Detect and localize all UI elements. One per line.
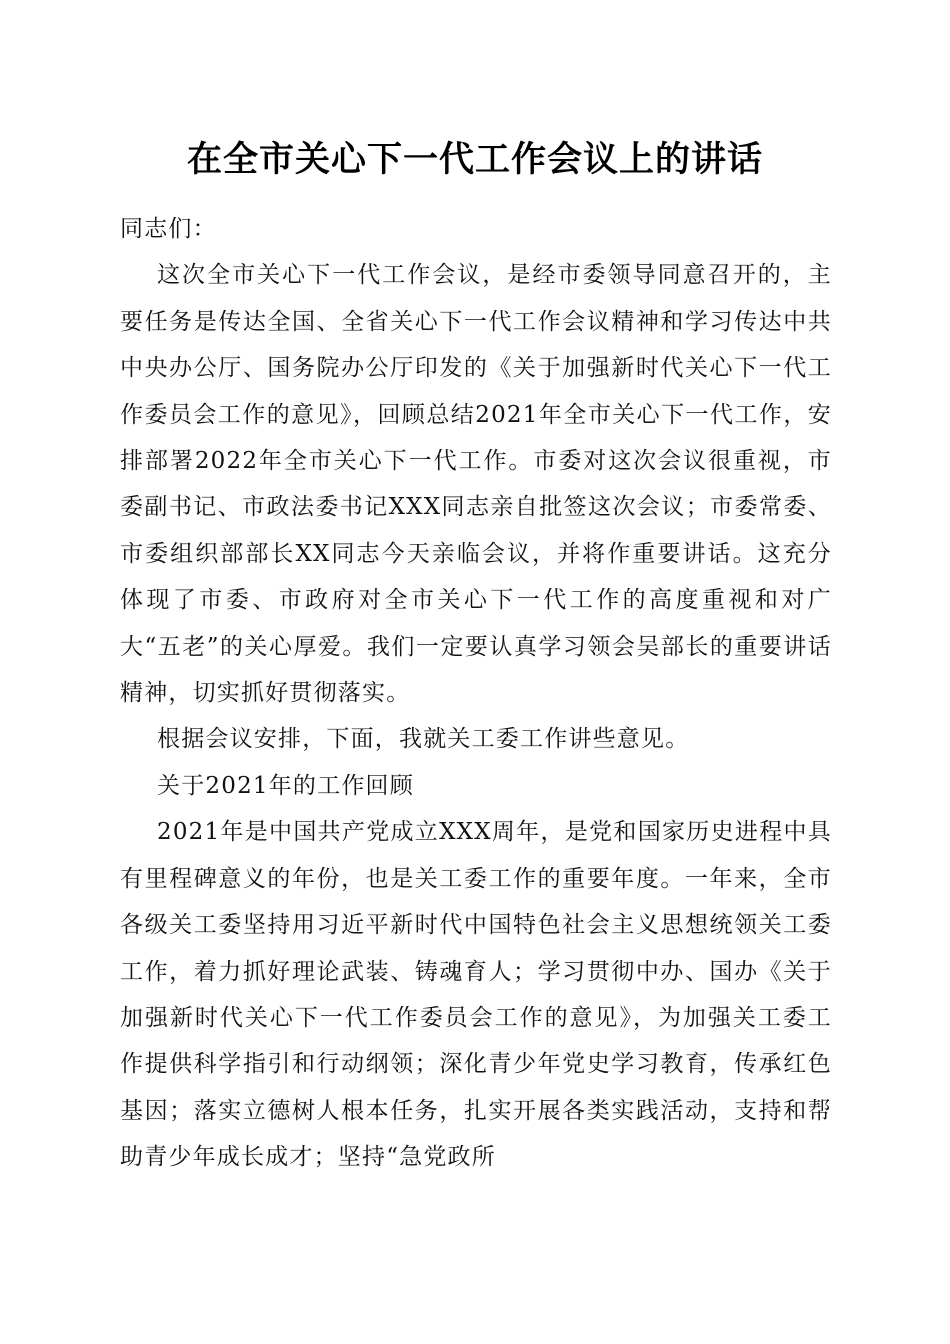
paragraph-intro: 这次全市关心下一代工作会议，是经市委领导同意召开的，主要任务是传达全国、全省关心下一代工作会议精神和学习传达中共中央办公厅、国务院办公厅印发的《关于加强新时代关心下一代工作委员会工作的意见》，回顾总结2021年全市关心下一代工作，安排部署2022年全市关心下一代工作。市委对这次会议很重视，市委副书记、市政法委书记XXX同志亲自批签这次会议；市委常委、市委组织部部长XX同志今天亲临会议，并将作重要讲话。这充分体现了市委、市政府对全市关心下一代工作的高度重视和对广大“五老”的关心厚爱。我们一定要认真学习领会吴部长的重要讲话精神，切实抓好贯彻落实。 <box>120 262 832 707</box>
section-heading-review: 关于2021年的工作回顾 <box>157 772 414 799</box>
salutation: 同志们： <box>120 216 217 242</box>
paragraph-review: 2021年是中国共产党成立XXX周年，是党和国家历史进程中具有里程碑意义的年份，也是关工委工作的重要年度。一年来，全市各级关工委坚持用习近平新时代中国特色社会主义思想统领关工委工作，着力抓好理论武装、铸魂育人；学习贯彻中办、国办《关于加强新时代关心下一代工作委员会工作的意见》，为加强关工委工作提供科学指引和行动纲领；深化青少年党史学习教育，传承红色基因；落实立德树人根本任务，扎实开展各类实践活动，支持和帮助青少年成长成才；坚持“急党政所 <box>120 819 832 1171</box>
paragraph-arrangement: 根据会议安排，下面，我就关工委工作讲些意见。 <box>157 726 690 753</box>
document-body <box>120 206 832 1181</box>
document-title: 在全市关心下一代工作会议上的讲话 <box>186 139 763 180</box>
